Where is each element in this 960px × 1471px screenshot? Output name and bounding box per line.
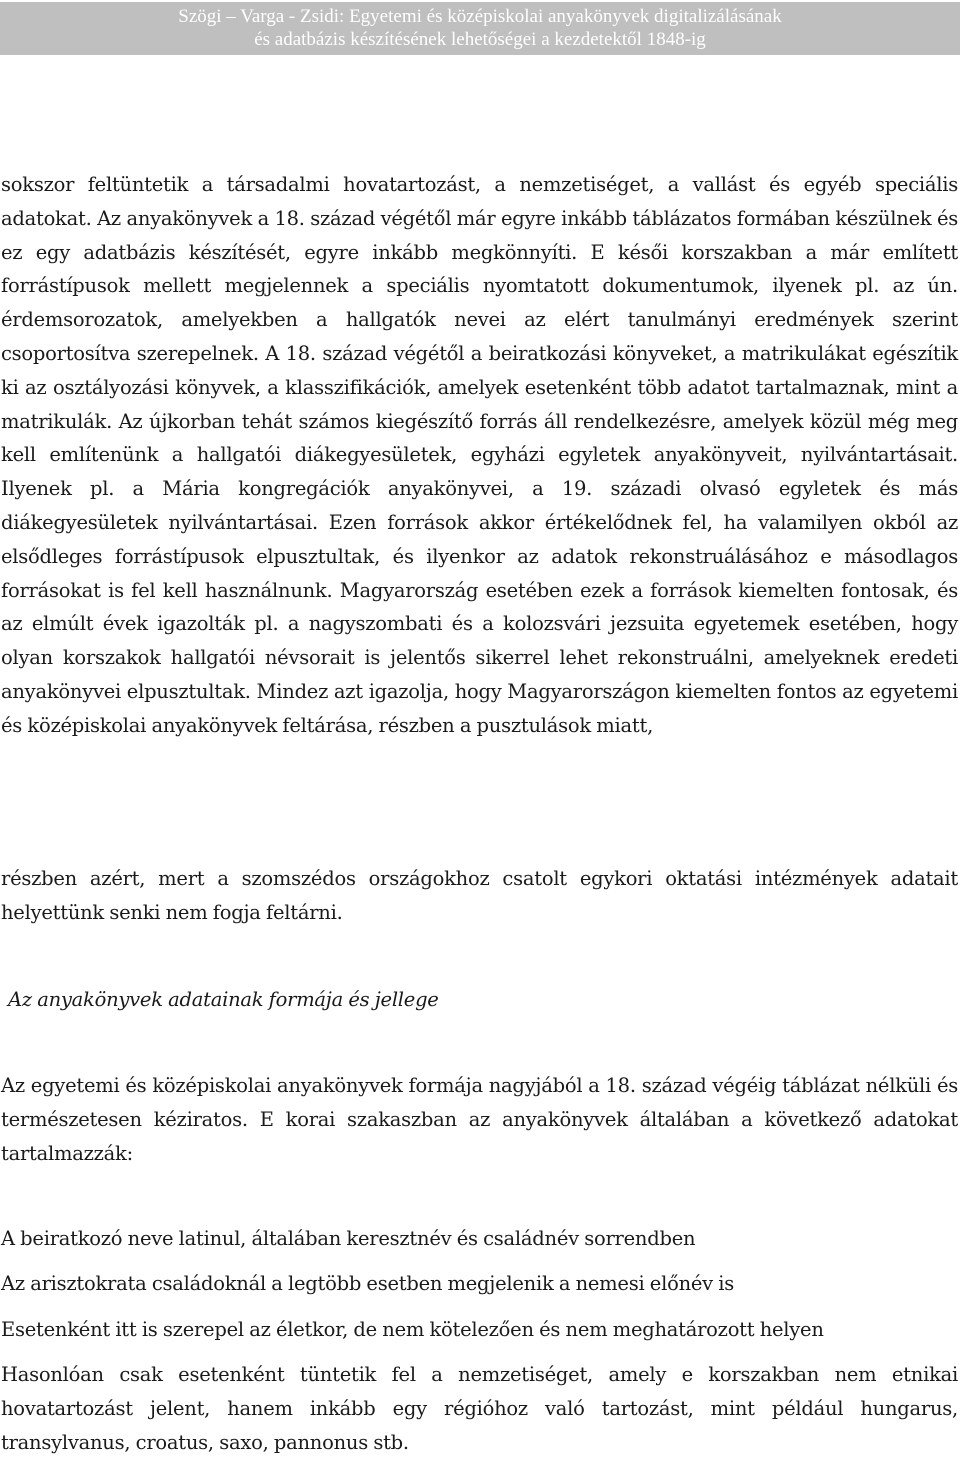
running-header [0,2,960,55]
body-paragraph-3: Az egyetemi és középiskolai anyakönyvek formája nagyjából a 18. század végéig táblázat nélküli és természetesen kéziratos. E korai szakaszban az anyakönyvek általában a következő adatokat tartalmazzák: [1,1074,958,1165]
list-item: Esetenként itt is szerepel az életkor, de nem kötelezően és nem meghatározott helyen [1,1317,824,1341]
list-item: A beiratkozó neve latinul, általában keresztnév és családnév sorrendben [1,1227,696,1250]
body-paragraph-2: részben azért, mert a szomszédos országokhoz csatolt egykori oktatási intézmények adatait helyettünk senki nem fogja feltárni. [1,867,958,924]
body-paragraph-1: sokszor feltüntetik a társadalmi hovatartozást, a nemzetiséget, a vallást és egyéb speciális adatokat. Az anyakönyvek a 18. század végétől már egyre inkább táblázatos formában készülnek és ez egy adatbázis készítését, egyre inkább megkönnyíti. E késői korszakban a már említett forrástípusok mellett megjelennek a speciális nyomtatott dokumentumok, ilyenek pl. az ún. érdemsorozatok, amelyekben a hallgatók nevei az elért tanulmányi eredmények szerint csoportosítva szerepelnek. A 18. század végétől a beiratkozási könyveket, a matrikulákat egészítik ki az osztályozási könyvek, a klasszifikációk, amelyek esetenként több adatot tartalmaznak, mint a matrikulák. Az újkorban tehát számos kiegészítő forrás áll rendelkezésre, amelyek közül még meg kell említenünk a hallgatói diákegyesületek, egyházi egyletek anyakönyveit, nyilvántartásait. Ilyenek pl. a Mária kongregációk anyakönyvei, a 19. századi olvasó egyletek és más diákegyesületek nyilvántartásai. Ezen források akkor értékelődnek fel, ha valamilyen okból az elsődleges forrástípusok elpusztultak, és ilyenkor az adatok rekonstruálásához e másodlagos forrásokat is fel kell használnunk. Magyarország esetében ezek a források kiemelten fontosak, és az elmúlt évek igazolták pl. a nagyszombati és a kolozsvári jezsuita egyetemek esetében, hogy olyan korszakok hallgatói névsorait is jelentős sikerrel lehet rekonstruálni, amelyeknek eredeti anyakönyvei elpusztultak. Mindez azt igazolja, hogy Magyarországon kiemelten fontos az egyetemi és középiskolai anyakönyvek feltárása, részben a pusztulások miatt, [1,173,958,737]
data-fields-list [1,1222,958,1471]
running-header-line-1: Szögi – Varga - Zsidi: Egyetemi és középiskolai anyakönyvek digitalizálásának [178,6,782,27]
section-heading: Az anyakönyvek adatainak formája és jellege [8,988,439,1011]
list-item: Hasonlóan csak esetenként tüntetik fel a nemzetiséget, amely e korszakban nem etnikai hovatartozást jelent, hanem inkább egy régióhoz való tartozást, mint például hungarus, transylvanus, croatus, saxo, pannonus stb. [1,1363,958,1454]
running-header-line-2: és adatbázis készítésének lehetőségei a kezdetektől 1848-ig [254,29,706,50]
list-item: Az arisztokrata családoknál a legtöbb esetben megjelenik a nemesi előnév is [1,1272,735,1296]
